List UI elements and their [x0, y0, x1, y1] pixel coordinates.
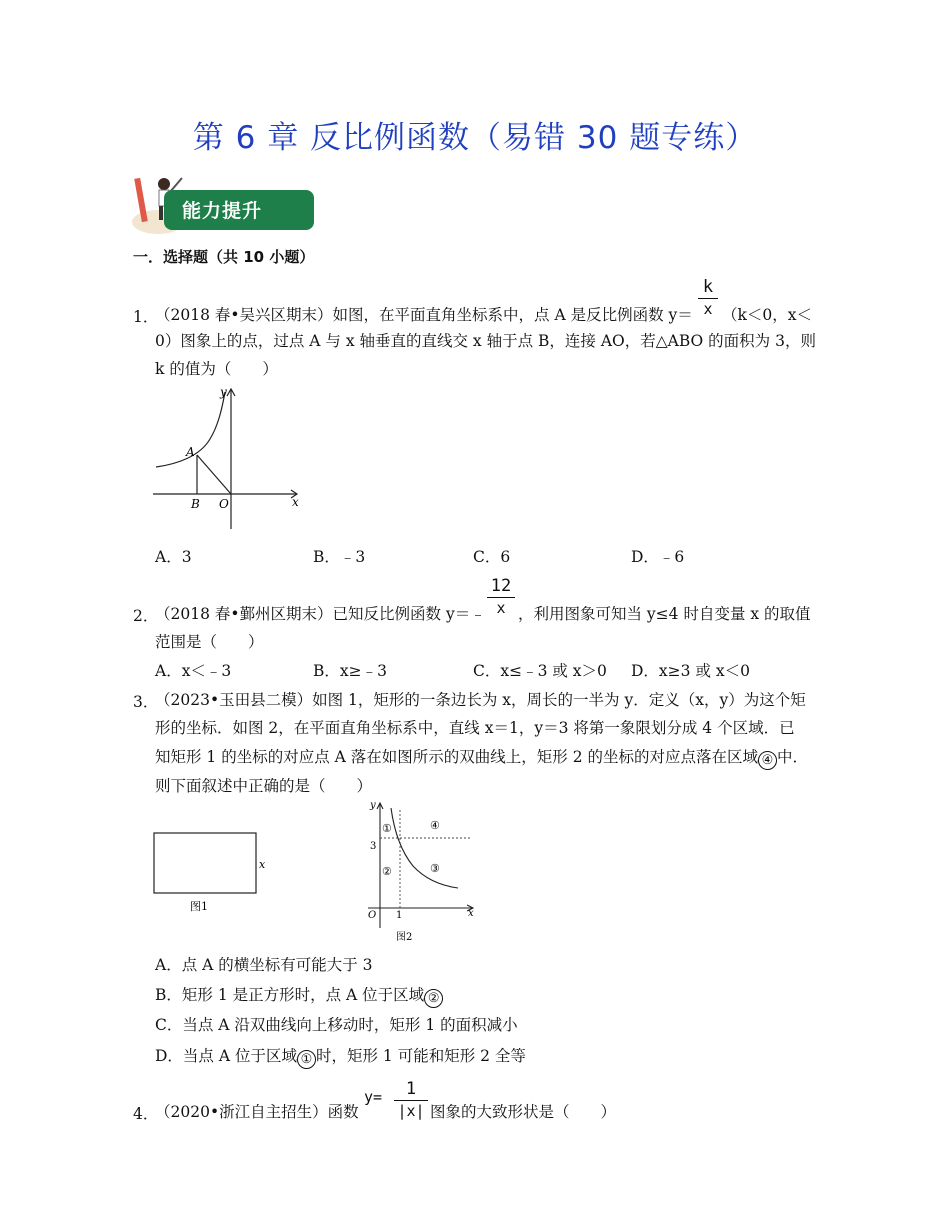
point-b-label: B: [191, 497, 200, 511]
q2-option-c[interactable]: C．x≤﹣3 或 x＞0: [473, 662, 607, 680]
hyperbola-curve: [391, 808, 458, 888]
q4-text-end: 图象的大致形状是（ ）: [430, 1103, 617, 1121]
side-label: x: [259, 858, 266, 871]
region-4-label: ④: [430, 819, 440, 832]
figure2-caption: 图2: [396, 932, 413, 943]
q3-line3-end: 中．: [776, 748, 808, 766]
figure1-caption: 图1: [190, 900, 208, 913]
y-axis-label: y: [220, 385, 227, 399]
section-heading: 一．选择题（共 10 小题）: [133, 248, 315, 266]
badge-label: 能力提升: [182, 200, 263, 222]
region-4-marker: ④: [758, 751, 777, 770]
q3-figure2: [358, 800, 478, 948]
q3-line1: （2023•玉田县二模）如图 1，矩形的一条边长为 x，周长的一半为 y．定义（x，y）为这个矩: [155, 691, 806, 709]
q3-option-d[interactable]: [155, 1046, 526, 1069]
y-axis-label: y: [370, 800, 376, 811]
point-a-label: A: [186, 445, 195, 459]
q2-fraction-denominator: x: [496, 599, 506, 618]
q4-y-equals: y=: [364, 1088, 383, 1106]
q2-number: 2．: [133, 607, 159, 625]
q3-line3-text: 知矩形 1 的坐标的对应点 A 落在如图所示的双曲线上，矩形 2 的坐标的对应点落在区域: [155, 748, 758, 766]
q4-fraction: [394, 1080, 428, 1119]
page-title: 第 6 章 反比例函数（易错 30 题专练）: [192, 120, 758, 156]
q1-line1a: （2018 春•吴兴区期末）如图，在平面直角坐标系中，点 A 是反比例函数 y＝: [155, 306, 693, 324]
q2-option-d[interactable]: D．x≥3 或 x＜0: [631, 662, 750, 680]
region-1-marker: ①: [297, 1050, 316, 1069]
q2-fraction-numerator: 12: [490, 576, 512, 596]
origin-label: O: [219, 497, 229, 511]
x-axis-label: x: [292, 495, 299, 509]
q3-line2: 形的坐标．如图 2，在平面直角坐标系中，直线 x＝1，y＝3 将第一象限划分成 4 个区域．已: [155, 719, 795, 737]
q4-fraction-numerator: 1: [405, 1079, 417, 1099]
rectangle: [154, 833, 256, 893]
q1-line3: k 的值为（ ）: [155, 360, 278, 378]
q1-fraction-bar: [698, 298, 718, 299]
q3-option-b-text: B．矩形 1 是正方形时，点 A 位于区域: [155, 986, 425, 1004]
x-axis-label: x: [468, 908, 474, 919]
q4-text: （2020•浙江自主招生）函数: [155, 1103, 359, 1121]
q1-number: 1．: [133, 308, 159, 326]
q2-line1a: （2018 春•鄞州区期末）已知反比例函数 y＝﹣: [155, 605, 486, 623]
q2-option-b[interactable]: B．x≥﹣3: [313, 662, 387, 680]
q1-option-c[interactable]: C．6: [473, 548, 511, 566]
q3-option-b[interactable]: [155, 985, 443, 1008]
q2-line2: 范围是（ ）: [155, 633, 264, 651]
region-3-label: ③: [430, 862, 440, 875]
section-badge: [130, 170, 330, 240]
region-1-label: ①: [382, 822, 392, 835]
q1-option-b[interactable]: B．﹣3: [313, 548, 366, 566]
q3-option-c[interactable]: C．当点 A 沿双曲线向上移动时，矩形 1 的面积减小: [155, 1016, 518, 1034]
q2-line1b: ，利用图象可知当 y≤4 时自变量 x 的取值: [518, 605, 811, 623]
q3-line3: [155, 747, 808, 770]
tick-1-label: 1: [396, 910, 403, 921]
q1-fraction-numerator: k: [702, 277, 714, 297]
q4-fraction-bar: [394, 1100, 428, 1101]
q3-figure1: [150, 828, 280, 918]
q1-option-a[interactable]: A．3: [155, 548, 192, 566]
q3-option-d-end: 时，矩形 1 可能和矩形 2 全等: [315, 1047, 526, 1065]
q2-option-a[interactable]: A．x＜﹣3: [155, 662, 232, 680]
q3-option-d-text: D．当点 A 位于区域: [155, 1047, 297, 1065]
tick-3-label: 3: [370, 841, 377, 852]
q4-fraction-denominator: |x|: [397, 1102, 425, 1121]
q2-fraction: [487, 577, 515, 616]
q3-line4: 则下面叙述中正确的是（ ）: [155, 777, 373, 795]
q4-number: 4．: [133, 1105, 159, 1123]
q3-option-a[interactable]: A．点 A 的横坐标有可能大于 3: [155, 956, 373, 974]
region-2-label: ②: [382, 865, 392, 878]
q1-line1b: （k＜0，x＜: [722, 306, 812, 324]
origin-label: O: [368, 910, 377, 921]
q1-figure: [148, 384, 308, 534]
region-2-marker: ②: [424, 989, 443, 1008]
q1-fraction: [698, 278, 718, 317]
q1-option-d[interactable]: D．﹣6: [631, 548, 685, 566]
q1-line2: 0）图象上的点，过点 A 与 x 轴垂直的直线交 x 轴于点 B，连接 AO，若△ABO 的面积为 3，则: [155, 332, 816, 350]
q2-fraction-bar: [487, 597, 515, 598]
q1-fraction-denominator: x: [703, 300, 713, 319]
q3-number: 3．: [133, 693, 159, 711]
